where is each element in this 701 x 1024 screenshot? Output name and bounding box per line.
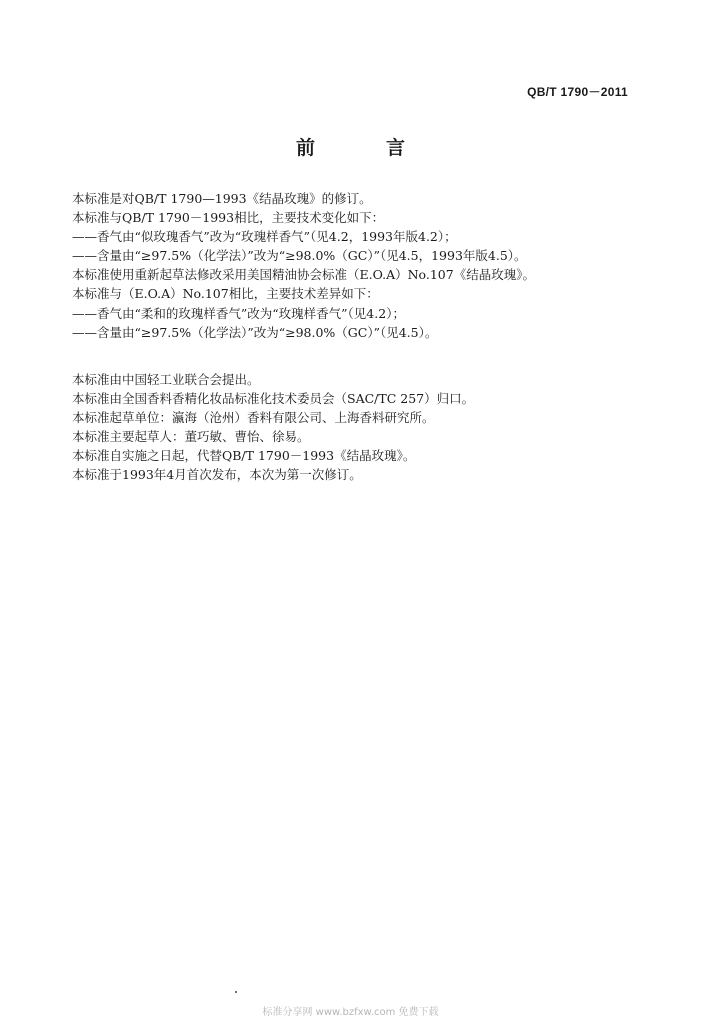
paragraph: 本标准与QB/T 1790－1993相比，主要技术变化如下： xyxy=(72,210,385,226)
paragraph: 本标准使用重新起草法修改采用美国精油协会标准（E.O.A）No.107《结晶玫瑰》。 xyxy=(72,267,535,283)
paragraph: 本标准由中国轻工业联合会提出。 xyxy=(72,372,260,387)
page-title: 前 言 xyxy=(295,137,431,159)
standard-code: QB/T 1790－2011 xyxy=(527,85,628,99)
scan-speck xyxy=(235,991,237,993)
paragraph: 本标准于1993年4月首次发布，本次为第一次修订。 xyxy=(72,467,362,483)
list-item: ——香气由“柔和的玫瑰样香气”改为“玫瑰样香气”（见4.2）； xyxy=(72,305,405,321)
paragraph: 本标准由全国香料香精化妆品标准化技术委员会（SAC/TC 257）归口。 xyxy=(72,391,475,407)
list-item: ——香气由“似玫瑰香气”改为“玫瑰样香气”（见4.2，1993年版4.2）； xyxy=(72,229,457,245)
standard-info-block xyxy=(72,370,632,485)
list-item: ——含量由“≥97.5%（化学法）”改为“≥98.0%（GC）”（见4.5）。 xyxy=(72,324,438,340)
revision-changes-block xyxy=(72,189,632,342)
paragraph: 本标准与（E.O.A）No.107相比，主要技术差异如下： xyxy=(72,286,379,302)
paragraph: 本标准自实施之日起，代替QB/T 1790－1993《结晶玫瑰》。 xyxy=(72,448,416,464)
footer-watermark: 标准分享网 www.bzfxw.com 免费下载 xyxy=(262,1007,439,1018)
paragraph: 本标准是对QB/T 1790—1993《结晶玫瑰》的修订。 xyxy=(72,191,372,206)
paragraph: 本标准起草单位：瀛海（沧州）香料有限公司、上海香料研究所。 xyxy=(72,410,435,426)
list-item: ——含量由“≥97.5%（化学法）”改为“≥98.0%（GC）”（见4.5，1993年版4.5）。 xyxy=(72,248,527,264)
paragraph: 本标准主要起草人：董巧敏、曹怡、徐易。 xyxy=(72,429,310,445)
